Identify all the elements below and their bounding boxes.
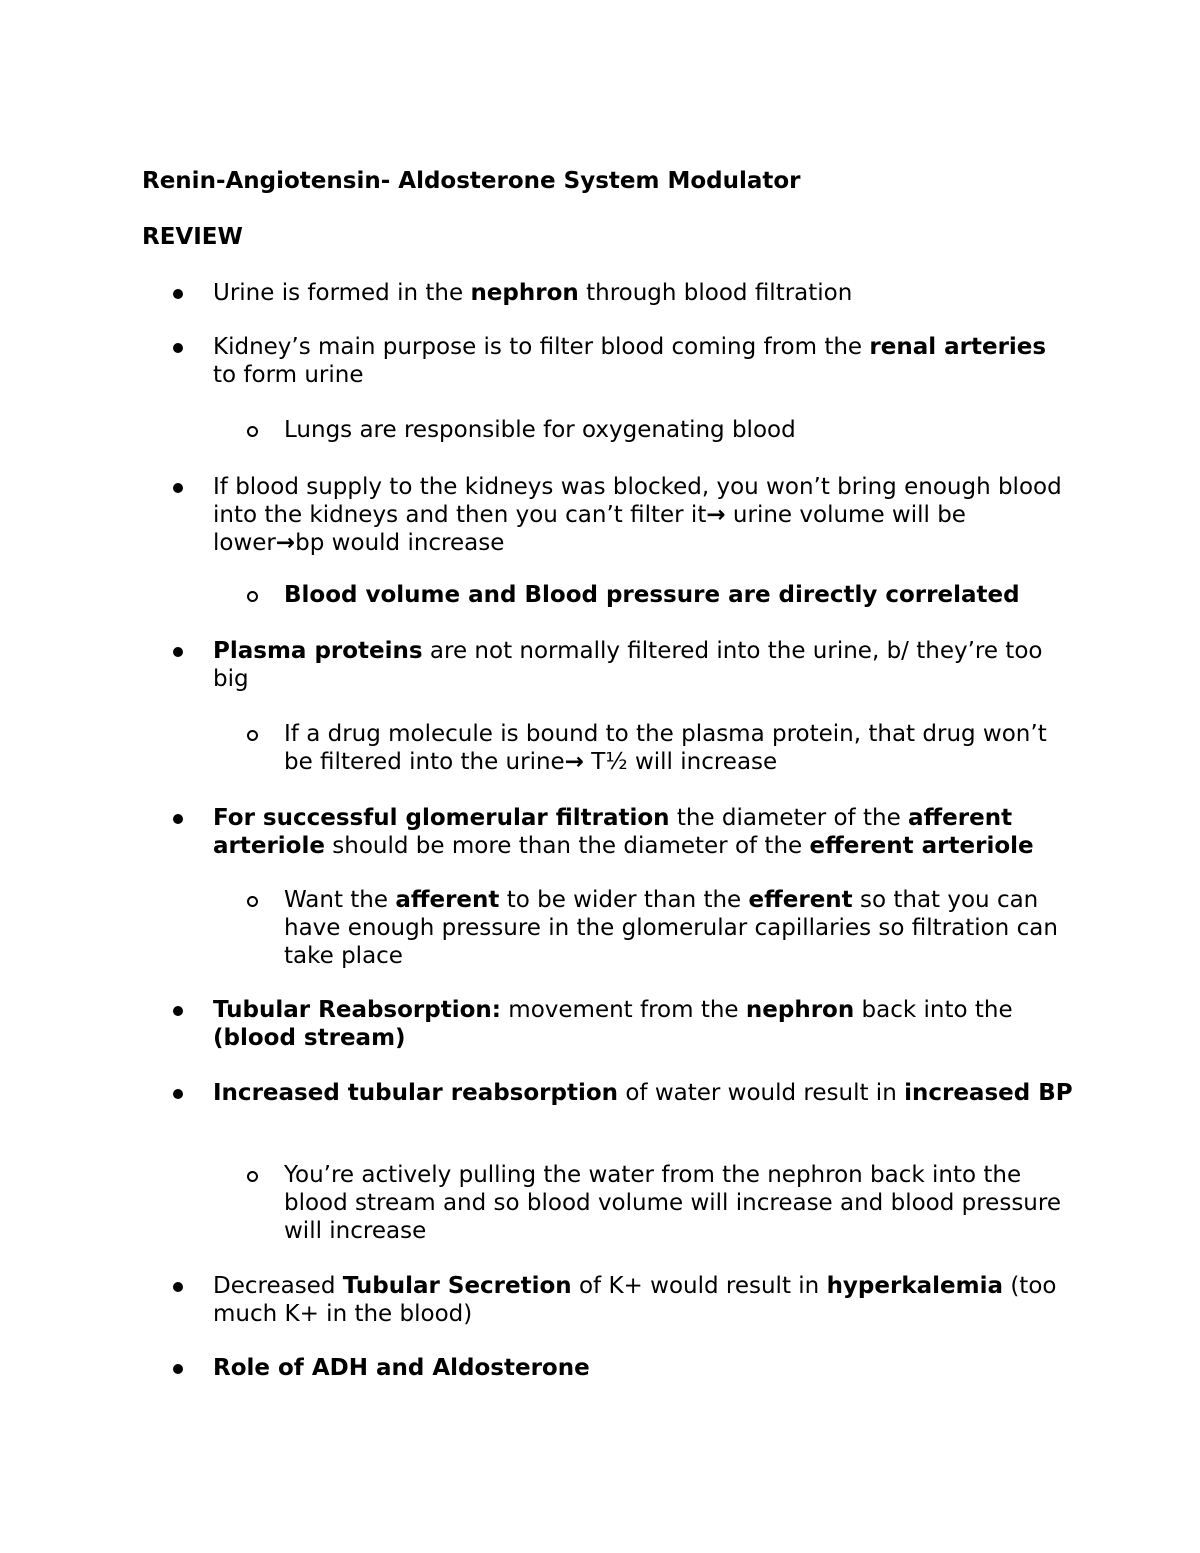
text-run: of K+ would result in: [571, 1273, 827, 1299]
list-item-text: [284, 720, 1074, 776]
list-item-text: [213, 637, 1073, 693]
text-run: should be more than the diameter of the: [324, 833, 810, 859]
bold-text: Tubular Reabsorption:: [213, 997, 501, 1023]
bold-text: For successful glomerular filtration: [213, 805, 670, 831]
sub-list-item: [284, 581, 1074, 609]
bold-text: →: [275, 530, 296, 556]
list-item: [213, 333, 1073, 389]
text-run: Urine is formed in the: [213, 280, 471, 306]
list-item: [213, 473, 1073, 557]
text-run: Decreased: [213, 1273, 343, 1299]
bold-text: Tubular Secretion: [342, 1273, 572, 1299]
list-item-text: [213, 1272, 1073, 1328]
list-item-text: [213, 333, 1073, 389]
text-run: Want the: [284, 887, 396, 913]
list-item: [213, 804, 1073, 860]
list-item-text: [213, 1079, 1073, 1107]
text-run: so that you can have enough pressure in the glomerular capillaries so filtration can take place: [284, 887, 1058, 969]
text-run: bp would increase: [295, 530, 505, 556]
text-run: (too much K+ in the blood): [213, 1273, 1057, 1327]
text-run: are not normally filtered into the urine, b/ they’re too big: [213, 638, 1043, 692]
text-run: movement from the: [500, 997, 746, 1023]
text-run: T½ will increase: [583, 749, 778, 775]
list-item: [213, 279, 1073, 307]
list-item: [213, 1079, 1073, 1107]
bold-text: Blood volume and Blood pressure are directly correlated: [284, 582, 1020, 608]
bold-text: efferent: [748, 887, 853, 913]
text-run: You’re actively pulling the water from the nephron back into the blood stream and so blood volume will increase and blood pressure will increase: [284, 1162, 1061, 1244]
bold-text: nephron: [745, 997, 855, 1023]
bold-text: efferent arteriole: [809, 833, 1034, 859]
bold-text: afferent arteriole: [213, 805, 1013, 859]
list-item-text: [213, 279, 1073, 307]
list-item-text: [284, 1161, 1074, 1245]
bold-text: →: [706, 502, 726, 528]
sub-list-item: [284, 886, 1074, 970]
text-run: If blood supply to the kidneys was blocked, you won’t bring enough blood into the kidneys and then you can’t filter it: [213, 474, 1062, 528]
document-title: Renin-Angiotensin- Aldosterone System Modulator: [142, 168, 801, 194]
bold-text: increased BP: [904, 1080, 1073, 1106]
bold-text: afferent: [395, 887, 500, 913]
list-item-text: [213, 1354, 1073, 1382]
list-item: [213, 996, 1073, 1052]
text-run: through blood filtration: [578, 280, 853, 306]
list-item-text: [213, 996, 1073, 1052]
sub-list-item: [284, 720, 1074, 776]
text-run: to be wider than the: [499, 887, 749, 913]
section-heading: REVIEW: [142, 224, 243, 250]
bold-text: Increased tubular reabsorption: [213, 1080, 619, 1106]
bold-text: Plasma proteins: [213, 638, 423, 664]
text-run: Kidney’s main purpose is to filter blood coming from the: [213, 334, 870, 360]
text-run: If a drug molecule is bound to the plasma protein, that drug won’t be filtered into the urine: [284, 721, 1047, 775]
bold-text: Role of ADH and Aldosterone: [213, 1355, 590, 1381]
bold-text: →: [564, 749, 584, 775]
list-item: [213, 1354, 1073, 1382]
sub-list-item: [284, 1161, 1074, 1245]
list-item: [213, 1272, 1073, 1328]
list-item-text: [213, 804, 1073, 860]
bold-text: renal arteries: [869, 334, 1047, 360]
list-item-text: [284, 416, 1074, 444]
bold-text: nephron: [470, 280, 579, 306]
text-run: to form urine: [213, 362, 364, 388]
text-run: Lungs are responsible for oxygenating blood: [284, 417, 796, 443]
list-item-text: [213, 473, 1073, 557]
sub-list-item: [284, 416, 1074, 444]
bold-text: (blood stream): [213, 1025, 406, 1051]
text-run: the diameter of the: [669, 805, 909, 831]
bold-text: hyperkalemia: [826, 1273, 1004, 1299]
list-item: [213, 637, 1073, 693]
list-item-text: [284, 886, 1074, 970]
text-run: urine volume will be lower: [213, 502, 966, 556]
list-item-text: [284, 581, 1074, 609]
text-run: of water would result in: [618, 1080, 905, 1106]
text-run: back into the: [854, 997, 1013, 1023]
